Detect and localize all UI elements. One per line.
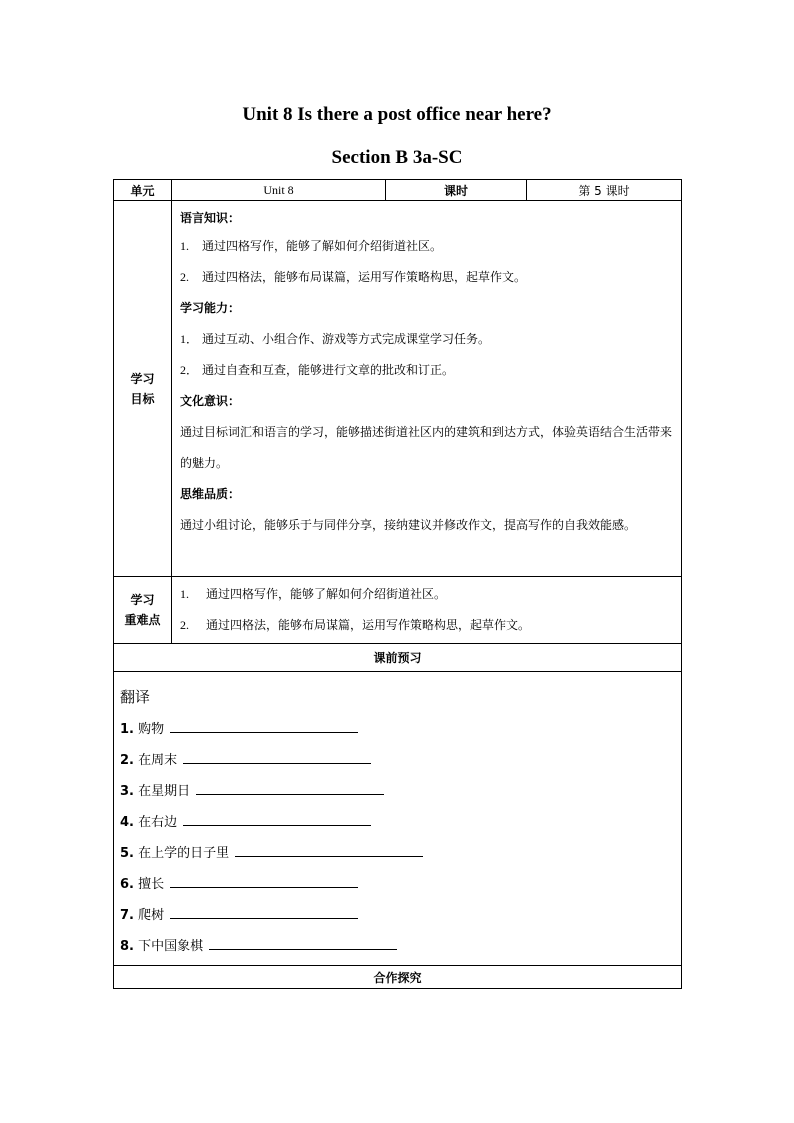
language-item [180, 262, 673, 293]
item-number: 5. [120, 846, 134, 861]
translate-item [120, 807, 675, 838]
item-number: 3. [120, 784, 134, 799]
translate-item [120, 900, 675, 931]
ability-item [180, 324, 673, 355]
item-number: 6. [120, 877, 134, 892]
item-text: 爬树 [138, 908, 165, 923]
translate-item [120, 745, 675, 776]
item-number: 2. [180, 270, 189, 284]
preview-content [114, 672, 682, 966]
answer-blank[interactable] [196, 780, 384, 795]
translate-item [120, 931, 675, 962]
item-number: 2. [120, 753, 134, 768]
item-text: 在右边 [138, 815, 178, 830]
key-points-content [172, 577, 682, 644]
answer-blank[interactable] [235, 842, 423, 857]
unit-value: Unit 8 [172, 180, 386, 201]
unit-label: 单元 [114, 180, 172, 201]
item-number: 1. [120, 722, 134, 737]
answer-blank[interactable] [170, 718, 358, 733]
item-number: 8. [120, 939, 134, 954]
goals-row [114, 201, 682, 577]
key-label-line2: 重难点 [124, 613, 161, 627]
answer-blank[interactable] [209, 935, 397, 950]
item-number: 1. [180, 587, 189, 601]
goals-label-line2: 目标 [130, 391, 155, 406]
item-text: 通过四格法，能够布局谋篇，运用写作策略构思，起草作文。 [202, 270, 527, 284]
preview-row [114, 672, 682, 966]
key-points-label [114, 577, 172, 644]
translate-item [120, 838, 675, 869]
translate-item [120, 714, 675, 745]
thinking-text: 通过小组讨论，能够乐于与同伴分享，接纳建议并修改作文，提高写作的自我效能感。 [180, 518, 637, 532]
preview-header: 课前预习 [114, 644, 682, 672]
key-label-line1: 学习 [130, 593, 155, 607]
item-number: 2． [180, 363, 199, 377]
answer-blank[interactable] [170, 904, 358, 919]
goals-label-line1: 学习 [130, 371, 155, 386]
translate-item [120, 776, 675, 807]
key-point-item [180, 579, 673, 610]
language-heading: 语言知识： [180, 211, 241, 225]
lesson-plan-table [113, 179, 682, 989]
preview-header-row [114, 644, 682, 672]
translate-item [120, 869, 675, 900]
culture-heading: 文化意识： [180, 394, 241, 408]
cooperation-header: 合作探究 [114, 966, 682, 989]
period-value: 第 5 课时 [527, 180, 682, 201]
item-text: 通过四格写作，能够了解如何介绍街道社区。 [202, 239, 443, 253]
item-text: 通过四格写作，能够了解如何介绍街道社区。 [206, 587, 447, 601]
key-point-item [180, 610, 673, 641]
goals-content [172, 201, 682, 577]
translate-title: 翻译 [120, 688, 151, 706]
thinking-heading: 思维品质： [180, 487, 241, 501]
item-number: 7. [120, 908, 134, 923]
item-text: 擅长 [138, 877, 165, 892]
item-text: 购物 [138, 722, 165, 737]
cooperation-header-row [114, 966, 682, 989]
item-text: 下中国象棋 [138, 939, 204, 954]
item-text: 在周末 [138, 753, 178, 768]
period-label: 课时 [386, 180, 527, 201]
language-item [180, 231, 673, 262]
key-points-row [114, 577, 682, 644]
ability-heading: 学习能力： [180, 301, 241, 315]
item-text: 通过自查和互查，能够进行文章的批改和订正。 [202, 363, 455, 377]
answer-blank[interactable] [183, 749, 371, 764]
item-number: 2. [180, 618, 189, 632]
header-row [114, 180, 682, 201]
section-title: Section B 3a-SC [331, 147, 463, 168]
ability-item [180, 355, 673, 386]
item-number: 1. [180, 239, 189, 253]
lesson-title: Unit 8 Is there a post office near here? [242, 104, 552, 125]
goals-label [114, 201, 172, 577]
item-number: 1． [180, 332, 199, 346]
item-number: 4. [120, 815, 134, 830]
answer-blank[interactable] [170, 873, 358, 888]
item-text: 通过四格法，能够布局谋篇，运用写作策略构思，起草作文。 [206, 618, 531, 632]
item-text: 在星期日 [138, 784, 191, 799]
item-text: 通过互动、小组合作、游戏等方式完成课堂学习任务。 [202, 332, 491, 346]
answer-blank[interactable] [183, 811, 371, 826]
culture-text: 通过目标词汇和语言的学习，能够描述街道社区内的建筑和到达方式，体验英语结合生活带来的魅力。 [180, 425, 673, 470]
item-text: 在上学的日子里 [138, 846, 230, 861]
